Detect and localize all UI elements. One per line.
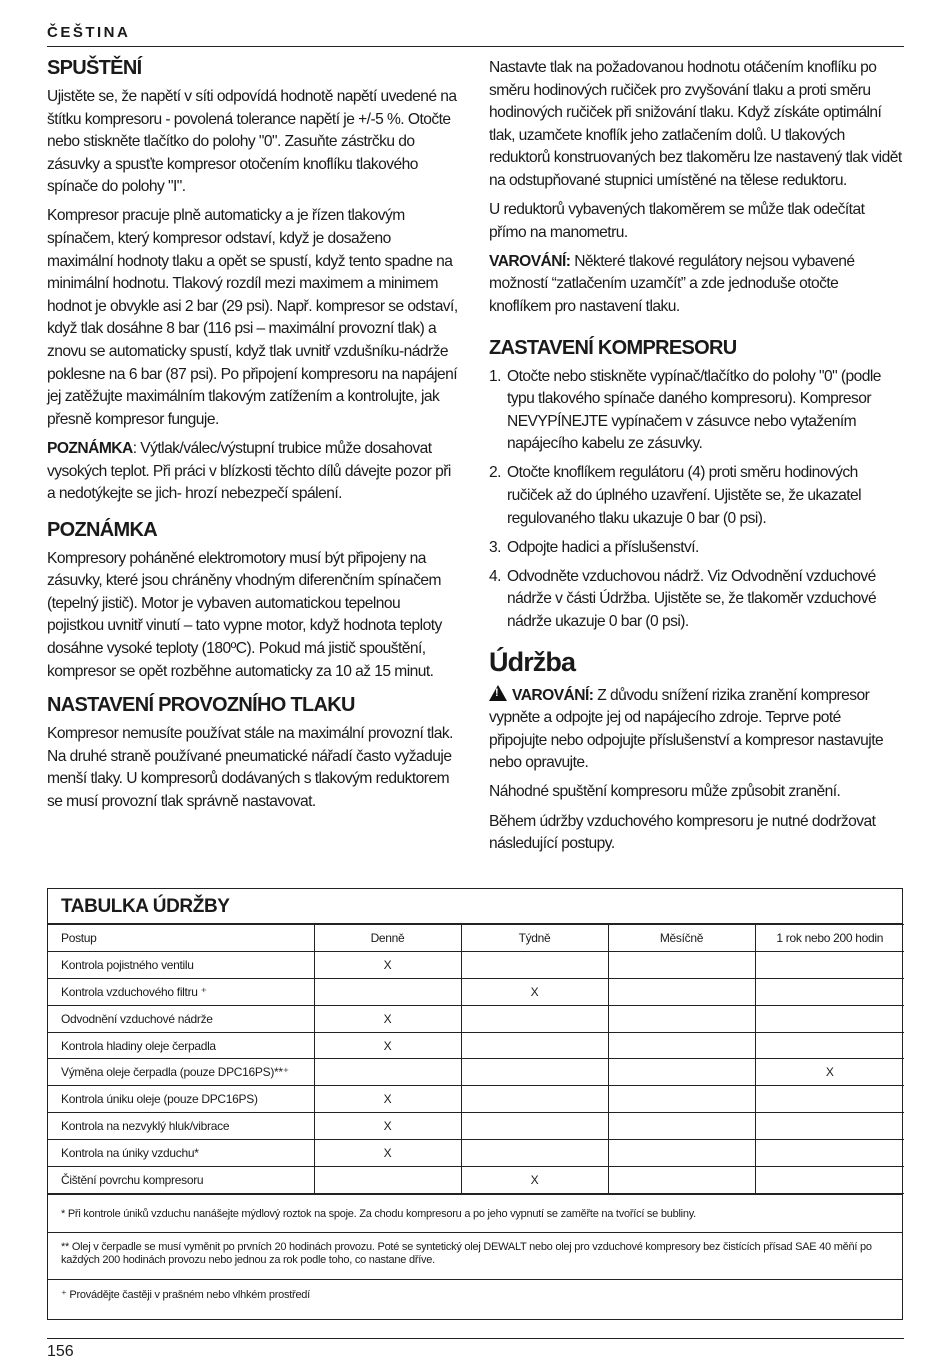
interval-cell: X — [314, 1113, 461, 1140]
language-label: ČEŠTINA — [47, 24, 131, 41]
interval-cell — [608, 1113, 755, 1140]
procedure-cell: Čištění povrchu kompresoru — [48, 1167, 314, 1194]
table-row — [48, 1005, 904, 1032]
table-row — [48, 1167, 904, 1194]
warning-triangle-icon — [489, 685, 507, 701]
table-title: TABULKA ÚDRŽBY — [48, 889, 902, 924]
interval-cell: X — [461, 978, 608, 1005]
interval-cell — [608, 1167, 755, 1194]
interval-cell — [608, 978, 755, 1005]
interval-cell — [461, 951, 608, 978]
interval-cell — [755, 951, 904, 978]
table-row — [48, 1032, 904, 1059]
paragraph: Náhodné spuštění kompresoru může způsobit zranění. — [489, 783, 841, 801]
footnote: ** Olej v čerpadle se musí vyměnit po prvních 20 hodinách provozu. Poté se syntetický olej DEWALT nebo olej pro vzduchové kompresory bez čistících přísad SAE 40 měňí po každých 200 hodinách provozu nebo jednou za rok podle toho, co nastane dříve. — [48, 1232, 902, 1279]
interval-cell: X — [461, 1167, 608, 1194]
interval-cell — [461, 1059, 608, 1086]
paragraph: Ujistěte se, že napětí v síti odpovídá hodnotě napětí uvedené na štítku kompresoru - povolená tolerance napětí je +/-5 %. Otočte nebo stiskněte tlačítko do polohy "0". Zasuňte zástrčku do zásuvky a spusťte kompresor otočením knoflíku tlakového spínače do polohy "I". — [47, 88, 457, 196]
interval-cell — [755, 1005, 904, 1032]
table-row — [48, 951, 904, 978]
interval-cell — [461, 1032, 608, 1059]
page-number: 156 — [47, 1343, 74, 1360]
interval-cell: X — [314, 1005, 461, 1032]
column-header: Denně — [314, 925, 461, 952]
maintenance-table-box — [47, 888, 903, 1320]
note-text: : Výtlak/válec/výstupní trubice může dosahovat vysokých teplot. Při práci v blízkosti těchto dílů dávejte pozor při a nedotýkejte se jich- hrozí nebezpečí spálení. — [47, 439, 451, 503]
interval-cell — [608, 951, 755, 978]
stop-steps-list — [489, 366, 902, 634]
column-header: 1 rok nebo 200 hodin — [755, 925, 904, 952]
table-row — [48, 1086, 904, 1113]
interval-cell: X — [314, 1086, 461, 1113]
column-header: Měsíčně — [608, 925, 755, 952]
top-divider — [47, 46, 904, 47]
interval-cell: X — [314, 1140, 461, 1167]
heading-nastaveni: NASTAVENÍ PROVOZNÍHO TLAKU — [47, 694, 355, 717]
column-header: Postup — [48, 925, 314, 952]
warning-text: Z důvodu snížení rizika zranění kompresor vypněte a odpojte jej od napájecího zdroje. Teprve poté připojujte nebo odpojujte příslušenství a kompresor nastavujte nebo opravujte. — [489, 686, 884, 772]
paragraph: Kompresor nemusíte používat stále na maximální provozní tlak. Na druhé straně používané pneumatické nářadí často vyžaduje menší tlaky. U kompresorů dodávaných s tlakovým reduktorem se musí provozní tlak správně nastavovat. — [47, 725, 453, 811]
warning-paragraph — [489, 685, 902, 775]
interval-cell — [755, 1167, 904, 1194]
interval-cell — [461, 1140, 608, 1167]
procedure-cell: Výměna oleje čerpadla (pouze DPC16PS)**⁺ — [48, 1059, 314, 1086]
interval-cell — [461, 1086, 608, 1113]
note-label: POZNÁMKA — [47, 439, 133, 457]
warning-text: Některé tlakové regulátory nejsou vybavené možností “zatlačením uzamčít” a zde jednoduše otočte knoflíkem pro nastavení tlaku. — [489, 252, 855, 315]
paragraph: U reduktorů vybavených tlakoměrem se může tlak odečítat přímo na manometru. — [489, 201, 865, 241]
interval-cell — [461, 1005, 608, 1032]
interval-cell — [314, 1059, 461, 1086]
column-header: Týdně — [461, 925, 608, 952]
interval-cell: X — [755, 1059, 904, 1086]
left-column — [47, 57, 460, 820]
list-item: 1. Otočte nebo stiskněte vypínač/tlačítko do polohy "0" (podle typu tlakového spínače daného kompresoru). Kompresor NEVYPÍNEJTE vypínačem v zásuvce nebo vytažením napájecího kabelu ze zásuvky. — [489, 367, 881, 453]
procedure-cell: Kontrola hladiny oleje čerpadla — [48, 1032, 314, 1059]
list-item: 2. Otočte knoflíkem regulátoru (4) proti směru hodinových ručiček až do úplného uzavření. Ujistěte se, že ukazatel regulovaného tlaku ukazuje 0 bar (0 psi). — [489, 464, 862, 527]
interval-cell — [461, 1113, 608, 1140]
heading-spusteni: SPUŠTĚNÍ — [47, 57, 142, 79]
footnote: * Při kontrole úniků vzduchu nanášejte mýdlový roztok na spoje. Za chodu kompresoru a po jeho vypnutí se zaměřte na tvořící se bubliny. — [48, 1194, 902, 1232]
note-paragraph — [47, 438, 460, 506]
interval-cell — [755, 1113, 904, 1140]
interval-cell — [755, 1140, 904, 1167]
interval-cell — [314, 978, 461, 1005]
heading-udrzba: Údržba — [489, 646, 576, 677]
list-item: 3. Odpojte hadici a příslušenství. — [489, 538, 699, 556]
warning-label: VAROVÁNÍ: — [512, 686, 594, 704]
list-item: 4. Odvodněte vzduchovou nádrž. Viz Odvodnění vzduchové nádrže v části Údržba. Ujistěte se, že tlakoměr vzduchové nádrže ukazuje 0 bar (0 psi). — [489, 567, 877, 630]
interval-cell — [608, 1140, 755, 1167]
interval-cell — [608, 1086, 755, 1113]
procedure-cell: Kontrola vzduchového filtru ⁺ — [48, 978, 314, 1005]
warning-label: VAROVÁNÍ: — [489, 252, 571, 270]
paragraph: Kompresor pracuje plně automaticky a je řízen tlakovým spínačem, který kompresor odstaví, když je dosaženo maximální hodnoty tlaku a opět se spustí, když tento spadne na minimální hodnotu. Tlakový rozdíl mezi maximem a minimem hodnot je obvykle asi 2 bar (29 psi). Např. kompresor se odstaví, když tlak dosáhne 8 bar (116 psi – maximální provozní tlak) a znovu se automaticky spustí, když tlak uvnitř vzdušníku-nádrže poklesne na 6 bar (87 psi). Po připojení kompresoru na napájení jej zatěžujte maximálním tlakovým zatížením a kontrolujte, jak přesně kompresor funguje. — [47, 207, 458, 428]
interval-cell — [608, 1059, 755, 1086]
paragraph: Kompresory poháněné elektromotory musí být připojeny na zásuvky, které jsou chráněny vhodným diferenčním spínačem (tepelný jistič). Motor je vybaven automatickou tepelnou pojistkou uvnitř vinutí – tato vypne motor, když hodnota teploty dosáhne vysoké teploty (180ºC). Pokud má jistič spouštění, kompresor se opět rozběhne automaticky za 10 až 15 minut. — [47, 549, 442, 680]
table-header-row — [48, 925, 904, 952]
interval-cell — [608, 1032, 755, 1059]
interval-cell: X — [314, 1032, 461, 1059]
procedure-cell: Kontrola na nezvyklý hluk/vibrace — [48, 1113, 314, 1140]
warning-paragraph — [489, 251, 902, 319]
table-row — [48, 1113, 904, 1140]
footnote: ⁺ Provádějte častěji v prašném nebo vlhkém prostředí — [48, 1279, 902, 1313]
procedure-cell: Odvodnění vzduchové nádrže — [48, 1005, 314, 1032]
heading-poznamka: POZNÁMKA — [47, 518, 157, 541]
interval-cell — [755, 978, 904, 1005]
procedure-cell: Kontrola na úniky vzduchu* — [48, 1140, 314, 1167]
interval-cell — [755, 1032, 904, 1059]
procedure-cell: Kontrola úniku oleje (pouze DPC16PS) — [48, 1086, 314, 1113]
interval-cell — [755, 1086, 904, 1113]
table-row — [48, 1059, 904, 1086]
table-row — [48, 1140, 904, 1167]
procedure-cell: Kontrola pojistného ventilu — [48, 951, 314, 978]
paragraph: Nastavte tlak na požadovanou hodnotu otáčením knoflíku po směru hodinových ručiček pro zvyšování tlaku a proti směru hodinových ručiček při snižování tlaku. Když získáte optimální tlak, uzamčete knoflík jeho zatlačením dolů. U tlakových reduktorů konstruovaných bez tlakoměru lze nastavený tlak vidět na odstupňované stupnici umístěné na tělese reduktoru. — [489, 59, 902, 189]
right-column — [489, 57, 902, 862]
interval-cell — [608, 1005, 755, 1032]
heading-zastaveni: ZASTAVENÍ KOMPRESORU — [489, 336, 737, 359]
table-row — [48, 978, 904, 1005]
bottom-divider — [47, 1338, 904, 1339]
paragraph: Během údržby vzduchového kompresoru je nutné dodržovat následující postupy. — [489, 812, 876, 853]
maintenance-table — [48, 924, 904, 1194]
interval-cell — [314, 1167, 461, 1194]
interval-cell: X — [314, 951, 461, 978]
